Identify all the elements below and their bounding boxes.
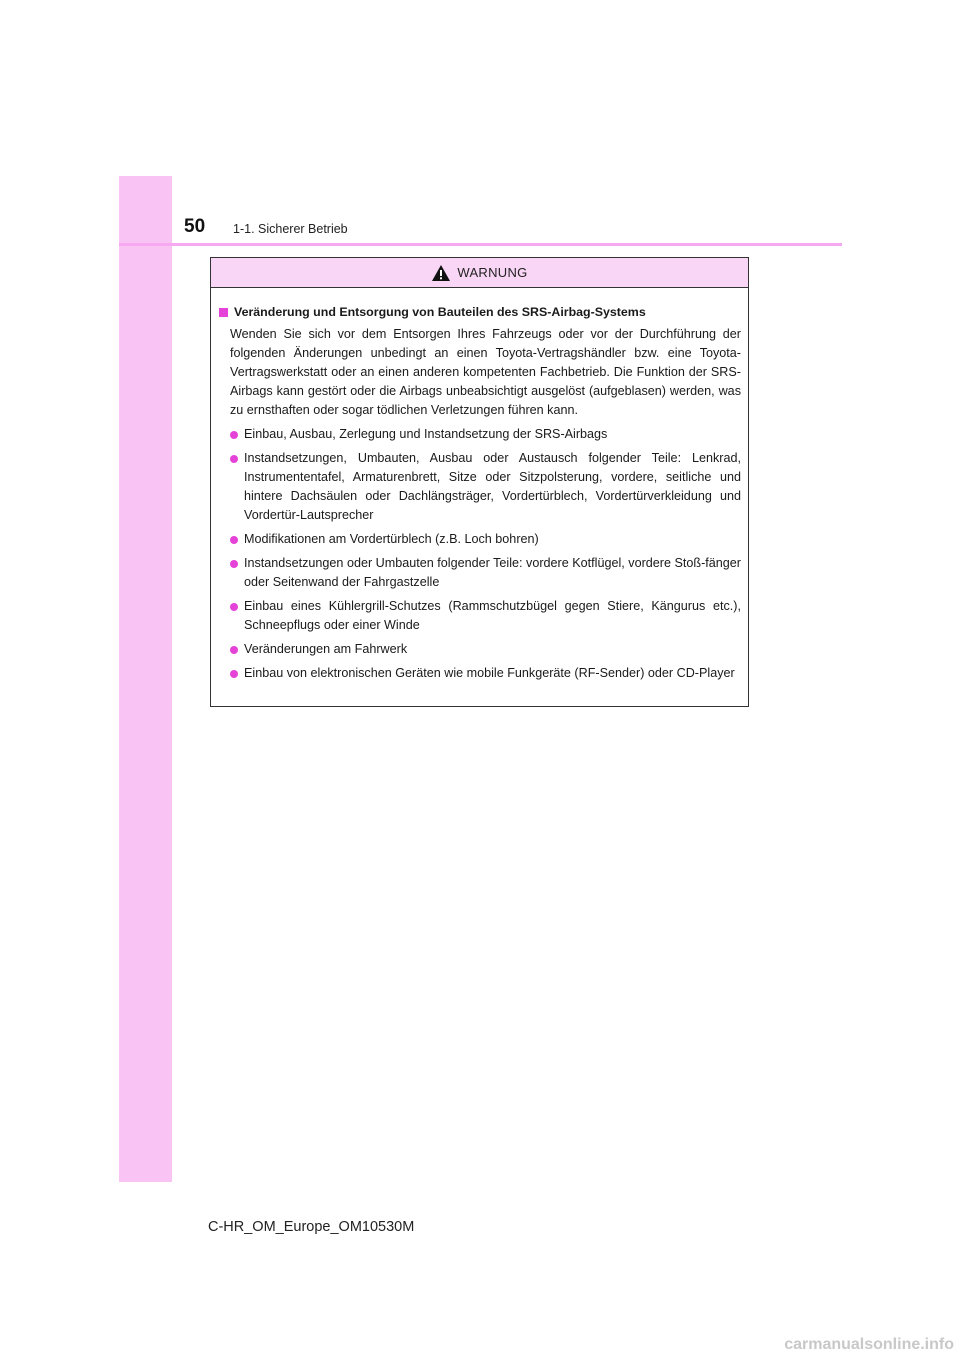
bullet-dot-icon bbox=[230, 646, 238, 654]
bullet-dot-icon bbox=[230, 536, 238, 544]
bullet-dot-icon bbox=[230, 670, 238, 678]
warning-intro: Wenden Sie sich vor dem Entsorgen Ihres Fahrzeugs oder vor der Durchführung der folgenden Änderungen unbedingt an einen Toyota-Vertragshändler bzw. eine Toyota-Vertragswerkstatt oder an einen anderen kompetenten Fachbetrieb. Die Funktion der SRS-Airbags kann gestört oder die Airbags unbeabsichtigt ausgelöst (aufgeblasen) werden, was zu ernsthaften oder sogar tödlichen Verletzungen führen kann. bbox=[230, 327, 741, 417]
list-item: Veränderungen am Fahrwerk bbox=[230, 640, 741, 659]
warning-title: WARNUNG bbox=[457, 265, 528, 280]
square-bullet-icon bbox=[219, 308, 228, 317]
warning-body bbox=[211, 288, 748, 683]
bullet-dot-icon bbox=[230, 431, 238, 439]
list-item: Modifikationen am Vordertürblech (z.B. Loch bohren) bbox=[230, 530, 741, 549]
bullet-dot-icon bbox=[230, 455, 238, 463]
list-item: Einbau, Ausbau, Zerlegung und Instandsetzung der SRS-Airbags bbox=[230, 425, 741, 444]
warning-triangle-icon bbox=[431, 264, 451, 282]
document-code: C-HR_OM_Europe_OM10530M bbox=[208, 1219, 415, 1235]
warning-header bbox=[211, 258, 748, 288]
list-item: Einbau von elektronischen Geräten wie mobile Funkgeräte (RF-Sender) oder CD-Player bbox=[230, 664, 741, 683]
warning-heading: Veränderung und Entsorgung von Bauteilen des SRS-Airbag-Systems bbox=[234, 305, 646, 319]
warning-list bbox=[219, 425, 741, 683]
side-band bbox=[119, 176, 172, 1182]
warning-box bbox=[210, 257, 749, 707]
page-number: 50 bbox=[184, 216, 206, 237]
bullet-dot-icon bbox=[230, 560, 238, 568]
watermark: carmanualsonline.info bbox=[784, 1336, 954, 1353]
warning-heading-row bbox=[219, 303, 741, 322]
header-rule bbox=[119, 243, 842, 246]
list-item: Einbau eines Kühlergrill-Schutzes (Rammschutzbügel gegen Stiere, Kängurus etc.), Schneepflugs oder einer Winde bbox=[230, 597, 741, 635]
list-item: Instandsetzungen oder Umbauten folgender Teile: vordere Kotflügel, vordere Stoß-fänger oder Seitenwand der Fahrgastzelle bbox=[230, 554, 741, 592]
list-item: Instandsetzungen, Umbauten, Ausbau oder Austausch folgender Teile: Lenkrad, Instrumententafel, Armaturenbrett, Sitze oder Sitzpolsterung, vordere, seitliche und hintere Dachsäulen oder Dachlängsträger, Vordertürblech, Vordertürverkleidung und Vordertür-Lautsprecher bbox=[230, 449, 741, 525]
section-title: 1-1. Sicherer Betrieb bbox=[233, 222, 348, 236]
bullet-dot-icon bbox=[230, 603, 238, 611]
